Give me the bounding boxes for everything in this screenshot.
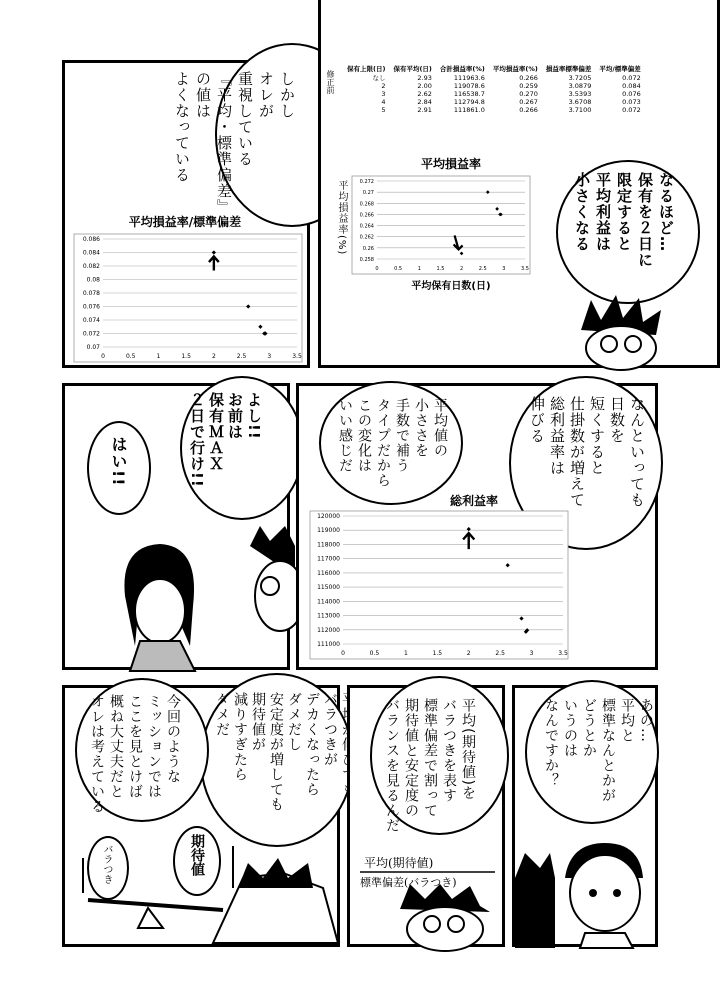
- y-tick-label: 0.27: [362, 190, 374, 197]
- table-cell: 2.91: [417, 106, 432, 114]
- y-tick-label: 0.266: [359, 212, 374, 219]
- y-tick-label: 0.084: [82, 249, 100, 257]
- y-tick-label: 112000: [317, 626, 340, 634]
- x-axis-label: 平均保有日数(日): [411, 281, 491, 292]
- table-cell: 3.5393: [568, 90, 592, 98]
- y-tick-label: 118000: [317, 541, 340, 549]
- y-tick-label: 0.26: [362, 245, 374, 252]
- x-tick-label: 3: [502, 266, 506, 272]
- character-boy: [545, 838, 655, 948]
- formula-numerator: 平均(期待値): [364, 856, 434, 870]
- speech-text: よし!! お前は 保有ＭＡＸ ２日で行け!!: [188, 392, 263, 488]
- panel-7: [512, 685, 658, 947]
- chart-title: 平均損益率/標準偏差: [128, 215, 242, 229]
- panel-1: [62, 60, 310, 368]
- x-tick-label: 3.5: [521, 266, 529, 272]
- x-tick-label: 3.5: [558, 650, 568, 657]
- table-cell: 2.84: [417, 98, 432, 106]
- table-cell: 0.072: [622, 106, 641, 114]
- table-cell: 3: [381, 90, 386, 98]
- x-tick-label: 3: [529, 650, 534, 657]
- x-tick-label: 2: [459, 266, 464, 272]
- y-tick-label: 0.072: [82, 330, 100, 338]
- table-header: 保有上限(日): [347, 65, 386, 73]
- table-cell: 111861.0: [453, 106, 485, 114]
- y-tick-label: 120000: [317, 513, 340, 520]
- x-tick-label: 0: [341, 650, 345, 657]
- y-tick-label: 119000: [317, 527, 340, 535]
- character-back: [515, 848, 555, 948]
- y-tick-label: 117000: [317, 555, 340, 563]
- x-tick-label: 0.5: [394, 266, 403, 272]
- panel-2: [318, 0, 720, 368]
- y-tick-label: 116000: [317, 569, 340, 577]
- table-cell: 112794.8: [453, 98, 485, 106]
- table-cell: 3.6708: [568, 98, 592, 106]
- table-cell: 0.084: [622, 82, 641, 90]
- table-row: [343, 98, 645, 106]
- table-cell: 2.62: [417, 90, 432, 98]
- y-tick-label: 0.086: [82, 236, 100, 243]
- character-man-glasses: [390, 884, 500, 950]
- x-tick-label: 1: [403, 650, 408, 657]
- table-row: [343, 82, 645, 90]
- table-header: 保有平均(日): [393, 65, 432, 73]
- x-tick-label: 0.5: [125, 353, 136, 360]
- table-cell: 111963.6: [453, 73, 485, 82]
- y-tick-label: 113000: [317, 612, 340, 620]
- y-tick-label: 111000: [317, 641, 340, 648]
- y-tick-label: 0.082: [82, 263, 100, 270]
- table-cell: 116538.7: [453, 90, 485, 98]
- table-row: [343, 73, 645, 82]
- character-woman: [105, 536, 205, 671]
- table-cell: 4: [381, 98, 386, 106]
- y-tick-label: 0.258: [359, 257, 374, 263]
- speech-text: 今回のような ミッションでは ここを見とけば 概ね大丈夫だと オレは考えている: [89, 694, 181, 814]
- x-tick-label: 2: [211, 353, 216, 360]
- y-tick-label: 0.078: [82, 290, 100, 297]
- chart-1: [73, 233, 303, 363]
- table-cell: 0.266: [519, 73, 538, 82]
- x-tick-label: 2.5: [236, 353, 247, 360]
- label-text: バラつき: [101, 844, 112, 884]
- results-table: [343, 64, 645, 114]
- y-axis-label: 平均損益率(%): [336, 180, 347, 256]
- y-tick-label: 0.272: [359, 179, 374, 185]
- x-tick-label: 0.5: [369, 650, 380, 657]
- x-tick-label: 1: [156, 353, 161, 360]
- y-tick-label: 0.074: [82, 317, 100, 324]
- table-cell: 2: [381, 82, 386, 90]
- table-cell: 119078.6: [453, 82, 485, 90]
- x-tick-label: 2.5: [478, 266, 487, 272]
- table-cell: 3.0879: [568, 82, 592, 90]
- speech-text: しかし オレが 重視している 『平均・標準偏差』 の値は よくなっている: [173, 71, 296, 215]
- table-cell: 0.072: [622, 73, 641, 82]
- speech-text: なんといっても 日数を 短くすると 仕掛数が増えて 総利益率は 伸びる: [528, 396, 646, 508]
- seesaw-illustration: [73, 838, 343, 943]
- character-man-glasses: [235, 526, 295, 666]
- table-cell: 2.00: [417, 82, 432, 90]
- table-cell: 3.7100: [568, 106, 592, 114]
- y-tick-label: 0.264: [359, 223, 374, 230]
- table-cell: 0.270: [519, 90, 538, 98]
- y-tick-label: 0.076: [82, 303, 100, 311]
- character-face: [561, 290, 681, 370]
- y-tick-label: 0.08: [86, 276, 100, 284]
- speech-text: 平均(期待値)を バラつきを表す 標準偏差で割って 期待値と安定度の バランスを見るんだ: [384, 698, 476, 833]
- y-tick-label: 114000: [317, 598, 340, 606]
- x-tick-label: 3: [267, 353, 272, 360]
- table-row: [343, 106, 645, 114]
- x-tick-label: 3.5: [292, 353, 302, 360]
- table-cell: 0.266: [519, 106, 538, 114]
- y-tick-label: 0.07: [86, 344, 100, 351]
- chart-3: [309, 510, 569, 660]
- table-cell: なし: [372, 74, 386, 82]
- x-tick-label: 1.5: [436, 266, 445, 272]
- speech-text: なるほど… 保有を２日に 限定すると 平均利益は 小さくなる: [573, 172, 675, 268]
- x-tick-label: 1: [417, 266, 421, 272]
- table-note: 修正前: [326, 70, 335, 94]
- chart-frame: [310, 511, 568, 659]
- chart-2: [351, 175, 531, 275]
- speech-text: バラつきが デカくなったら ダメだし 安定度が増しても 期待値が 減りすぎたら ダメだ: [214, 692, 338, 812]
- panel-3: [62, 383, 290, 670]
- x-tick-label: 2.5: [495, 650, 505, 657]
- table-cell: 5: [381, 106, 386, 114]
- x-tick-label: 1.5: [181, 353, 191, 360]
- x-tick-label: 1.5: [432, 650, 443, 657]
- table-cell: 0.259: [519, 82, 538, 90]
- table-cell: 0.073: [622, 98, 641, 106]
- table-header: 損益率標準偏差: [545, 65, 592, 73]
- y-tick-label: 0.268: [359, 201, 374, 208]
- table-header: 合計損益率(%): [439, 65, 485, 73]
- table-cell: 3.7205: [568, 73, 592, 82]
- x-tick-label: 0: [101, 353, 105, 360]
- label-text: 期待値: [189, 834, 205, 876]
- table-header: 平均損益率(%): [492, 65, 538, 73]
- y-tick-label: 0.262: [359, 234, 374, 241]
- table-cell: 0.267: [519, 98, 538, 106]
- panel-4: [296, 383, 658, 670]
- x-tick-label: 0: [375, 266, 379, 272]
- panel-5: [62, 685, 340, 947]
- y-tick-label: 115000: [317, 584, 340, 592]
- table-cell: 0.076: [622, 90, 641, 98]
- table-row: [343, 90, 645, 98]
- chart-title: 平均損益率: [420, 157, 481, 171]
- speech-text: はい!!: [109, 436, 128, 487]
- panel-6: [347, 685, 505, 947]
- chart-frame: [74, 234, 302, 362]
- formula-denominator: 標準偏差(バラつき): [360, 876, 457, 889]
- table-header: 平均/標準偏差: [599, 65, 641, 73]
- speech-text: 平均値の 小ささを 手数で補う タイプだから この変化は いい感じだ: [337, 398, 448, 488]
- chart-title: 総利益率: [449, 494, 498, 508]
- table-cell: 2.93: [417, 73, 432, 82]
- x-tick-label: 2: [466, 650, 471, 657]
- speech-text: あの… 平均と 標準なんとかが どうとか いうのは なんですか？: [543, 698, 654, 803]
